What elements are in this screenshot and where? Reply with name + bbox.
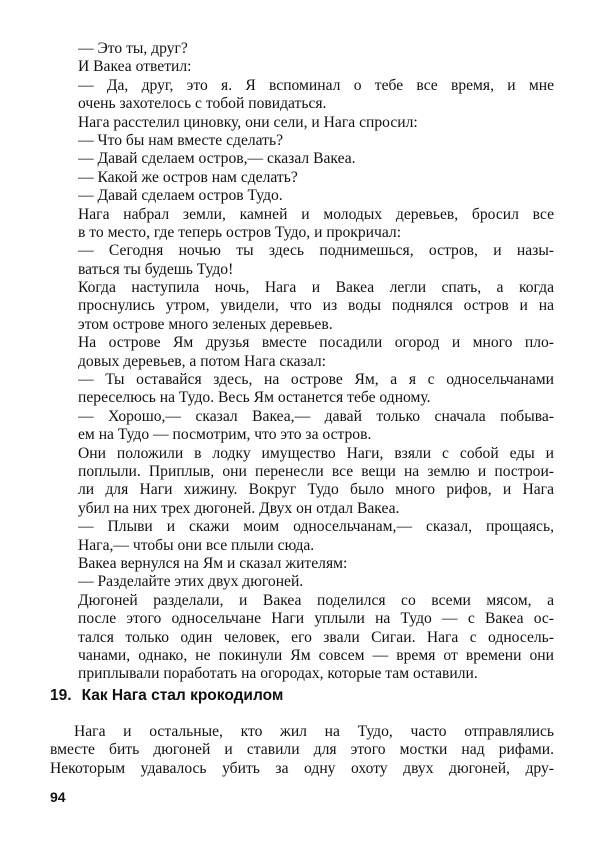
- text-line: переселюсь на Тудо. Весь Ям останется тебе одному.: [78, 389, 431, 407]
- text-line: — Ты оставайся здесь, на острове Ям, а я с односельчанами: [78, 371, 554, 389]
- text-line: Дюгоней разделали, и Вакеа поделился со всеми мясом, а: [78, 591, 554, 609]
- text-line: тался только один человек, его звали Сигаи. Нага с односель-: [78, 628, 554, 646]
- text-line: Нага расстелил циновку, они сели, и Нага спросил:: [78, 113, 418, 131]
- text-line: Нага набрал земли, камней и молодых деревьев, бросил все: [78, 205, 554, 223]
- text-line: Некоторым удавалось убить за одну охоту двух дюгоней, дру-: [50, 759, 554, 777]
- text-line: — Разделайте этих двух дюгоней.: [78, 573, 304, 591]
- text-line: — Это ты, друг?: [78, 40, 188, 57]
- text-line: вместе бить дюгоней и ставили для этого мостки над рифами.: [50, 741, 554, 759]
- text-line: убил на них трех дюгоней. Двух он отдал Вакеа.: [78, 499, 400, 517]
- text-line: Нага,— чтобы они все плыли сюда.: [78, 536, 315, 554]
- text-line: И Вакеа ответил:: [78, 58, 192, 76]
- section-text: [50, 723, 554, 778]
- text-line: Когда наступила ночь, Нага и Вакеа легли спать, а когда: [78, 279, 554, 297]
- text-line: после этого односельчане Наги уплыли на Тудо — с Вакеа ос-: [78, 610, 554, 628]
- text-line: чанами, однако, не покинули Ям совсем — время от времени они: [78, 646, 554, 664]
- text-line: приплывали поработать на огородах, которые там оставили.: [78, 665, 478, 683]
- text-line: поплыли. Приплыв, они перенесли все вещи на землю и построи-: [78, 462, 554, 480]
- text-line: довых деревьев, а потом Нага сказал:: [78, 352, 326, 370]
- page-number: 94: [50, 789, 66, 805]
- text-line: проснулись утром, увидели, что из воды поднялся остров и на: [78, 297, 554, 315]
- text-line: — Какой же остров нам сделать?: [78, 168, 298, 186]
- text-line: — Да, друг, это я. Я вспоминал о тебе все время, и мне: [78, 76, 554, 94]
- story-text: [78, 40, 554, 684]
- text-line: — Плыви и скажи моим односельчанам,— сказал, прощаясь,: [78, 518, 554, 536]
- text-line: этом острове много зеленых деревьев.: [78, 315, 333, 333]
- text-line: — Хорошо,— сказал Вакеа,— давай только сначала побыва-: [78, 407, 554, 425]
- text-line: Вакеа вернулся на Ям и сказал жителям:: [78, 554, 348, 572]
- text-line: Они положили в лодку имущество Наги, взяли с собой еды и: [78, 444, 554, 462]
- text-line: ваться ты будешь Тудо!: [78, 260, 234, 278]
- text-line: очень захотелось с тобой повидаться.: [78, 95, 327, 113]
- text-line: — Что бы нам вместе сделать?: [78, 131, 284, 149]
- text-line: ем на Тудо — посмотрим, что это за остров.: [78, 426, 372, 444]
- section-number: 19.: [50, 687, 72, 704]
- text-line: ли для Наги хижину. Вокруг Тудо было много рифов, и Нага: [78, 481, 554, 499]
- text-line: Нага и остальные, кто жил на Тудо, часто отправлялись: [74, 723, 554, 740]
- text-line: — Давай сделаем остров Тудо.: [78, 187, 283, 205]
- section-title: Как Нага стал крокодилом: [81, 687, 284, 704]
- section-heading: [50, 686, 283, 706]
- text-line: — Сегодня ночью ты здесь поднимешься, остров, и назы-: [78, 242, 554, 260]
- text-line: в то место, где теперь остров Тудо, и прокричал:: [78, 223, 402, 241]
- text-line: На острове Ям друзья вместе посадили огород и много пло-: [78, 334, 554, 352]
- text-line: — Давай сделаем остров,— сказал Вакеа.: [78, 150, 356, 168]
